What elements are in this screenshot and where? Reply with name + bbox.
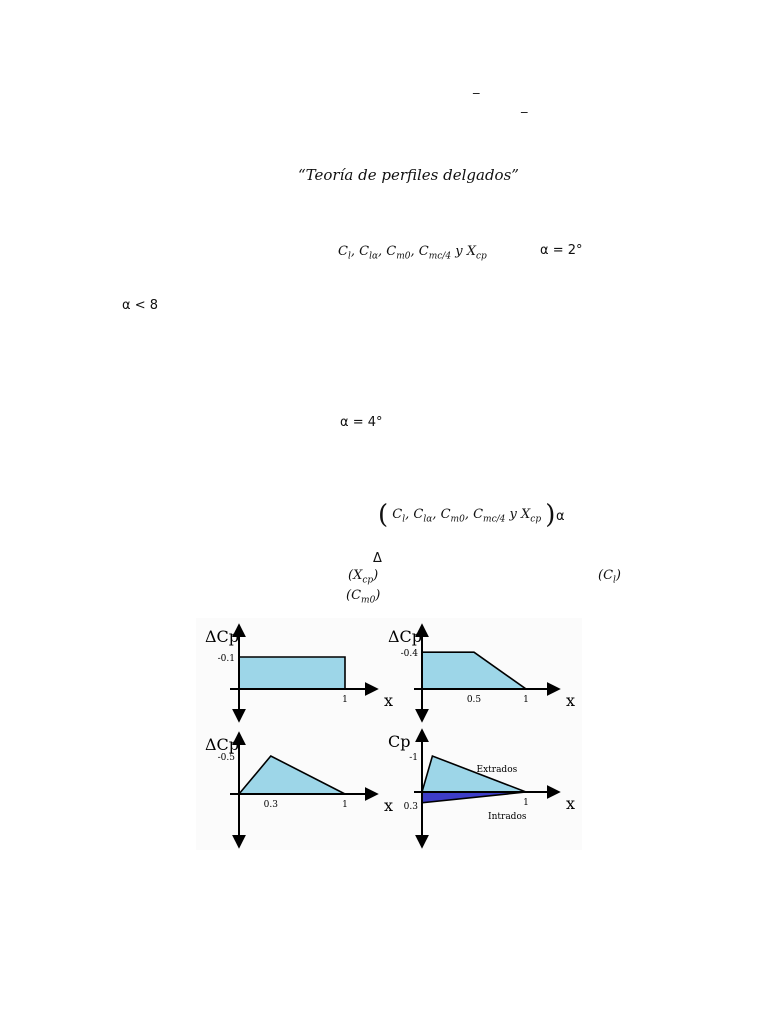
chart-3-y-tick: -0.5 <box>217 753 235 763</box>
xcp-symbol: $(X_{cp})$ <box>348 568 379 586</box>
chart-1-x-tick-1: 1 <box>342 695 348 705</box>
chart-4-extrados-label: Extrados <box>476 765 518 776</box>
chart-2-y-label: ΔCp <box>388 627 423 646</box>
coefficients-formula-1: $C_l$, $C_{l\alpha}$, $C_{m0}$, $C_{mc/4}$ y $X_{cp}$ <box>338 244 487 262</box>
coefficients-formula-2: ( $^{C_l, C_{l\alpha}, C_{m0}, C_{mc/4} y X_{cp}}$ ) <box>378 500 556 530</box>
chart-4-x-label: x <box>566 794 576 813</box>
chart-2-x-tick-1: 0.5 <box>466 695 482 705</box>
dash-1: _ <box>473 80 480 95</box>
chart-4-y-tick: -1 <box>409 753 418 763</box>
chart-3-x-label: x <box>384 796 394 815</box>
chart-3-x-tick-1: 0.3 <box>263 800 278 810</box>
chart-2-x-label: x <box>566 691 576 710</box>
chart-1-x-label: x <box>384 691 394 710</box>
alpha-less-than-8: α < 8 <box>122 298 158 313</box>
cm0-symbol: $(C_{m0})$ <box>346 588 381 606</box>
pressure-figure <box>196 618 582 850</box>
chart-1-area-region <box>239 657 345 689</box>
ci-symbol: $(C_l)$ <box>598 568 621 586</box>
chart-4-y-label: Cp <box>388 732 411 751</box>
chart-1-y-tick: -0.1 <box>217 654 235 664</box>
chart-4-intrados-label: Intrados <box>488 812 527 822</box>
delta-symbol: Δ <box>373 551 382 566</box>
alpha-4-deg: α = 4° <box>340 415 383 430</box>
chart-3-y-label: ΔCp <box>205 735 240 754</box>
chart-4-y-tick-2: 0.3 <box>403 801 418 812</box>
alpha-2-deg: α = 2° <box>540 243 583 258</box>
chart-3-x-tick-2: 1 <box>342 800 348 810</box>
alpha-symbol: α <box>556 509 565 524</box>
dash-2: _ <box>521 99 528 114</box>
chart-1-y-label: ΔCp <box>205 627 240 646</box>
chart-2-x-tick-2: 1 <box>523 695 529 705</box>
chart-4-x-tick-1: 1 <box>523 798 529 808</box>
chart-2-y-tick: -0.4 <box>400 649 418 660</box>
section-heading: “Teoría de perfiles delgados” <box>298 166 519 184</box>
